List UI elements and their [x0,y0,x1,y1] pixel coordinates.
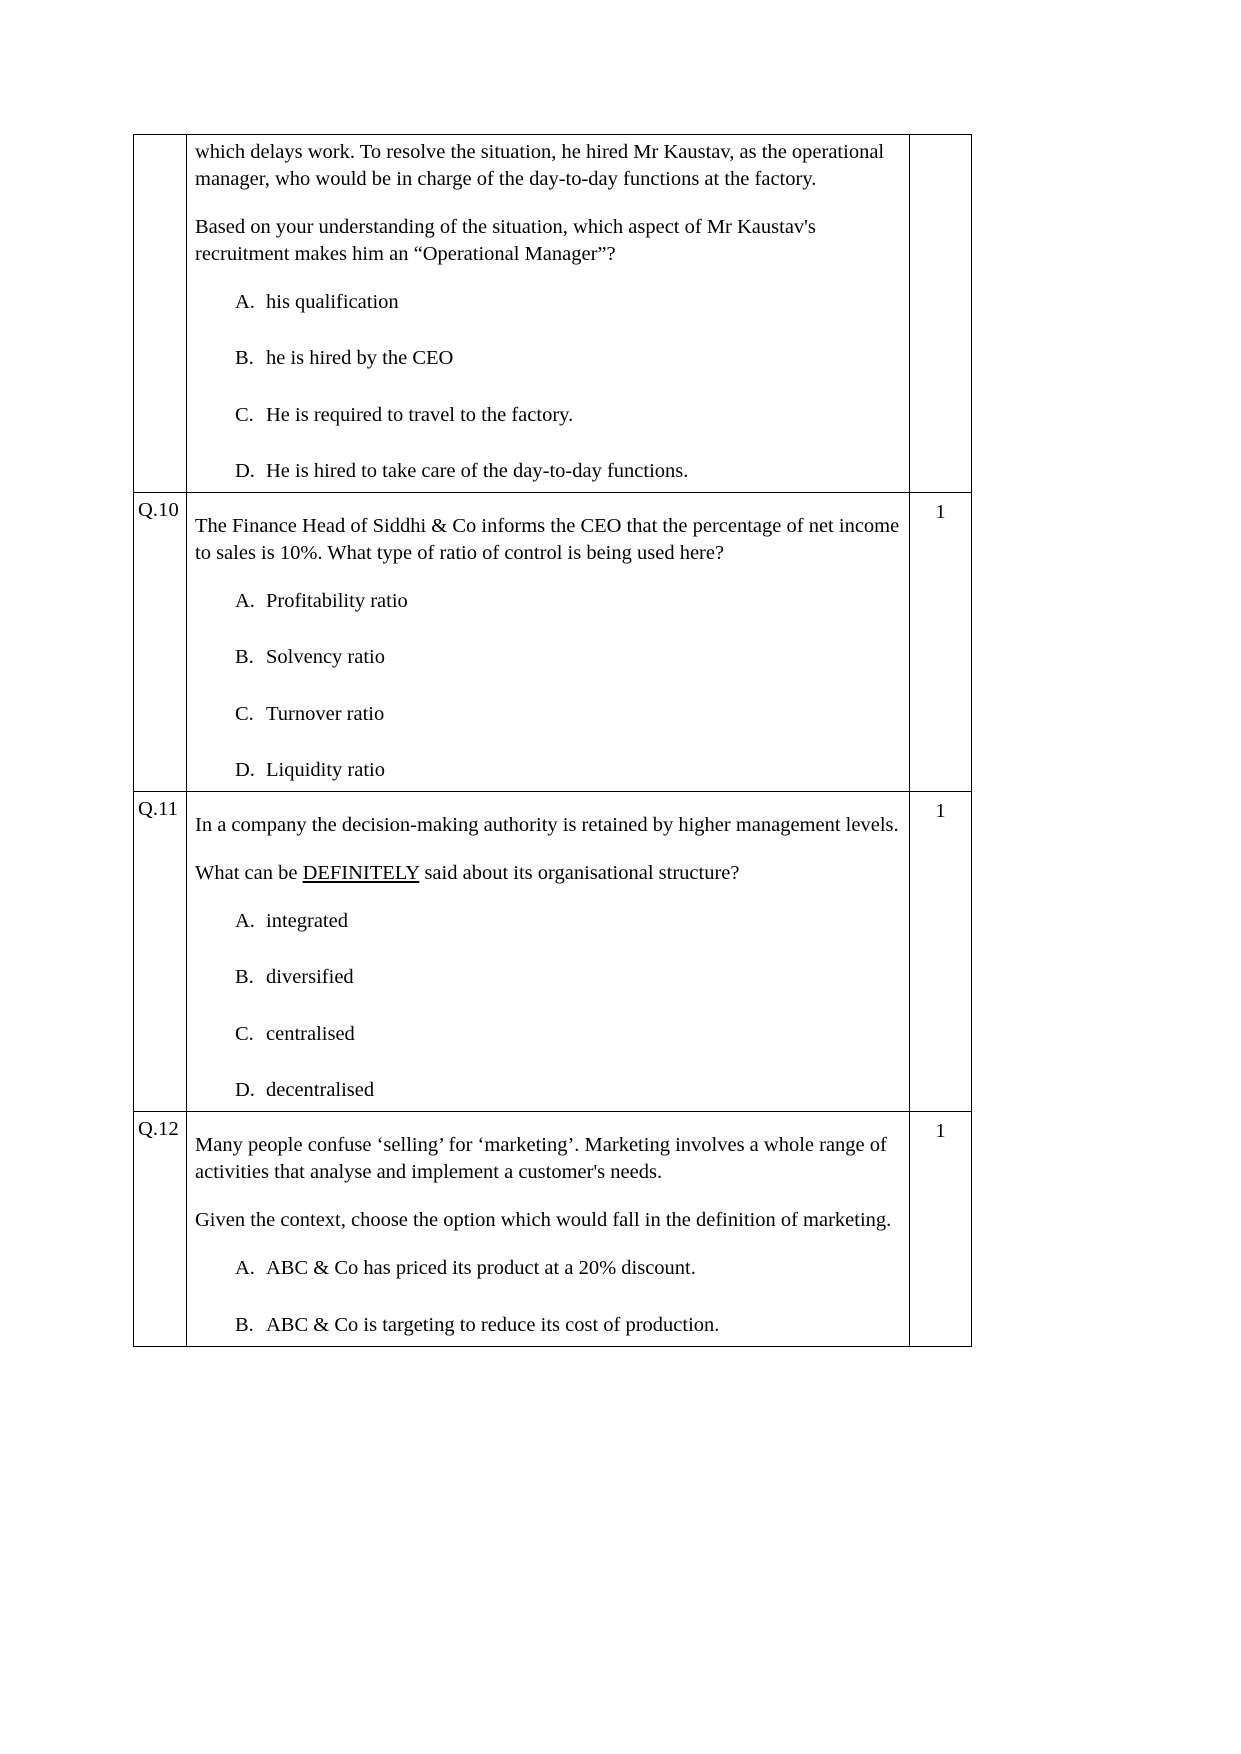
question-paragraph: The Finance Head of Siddhi & Co informs the CEO that the percentage of net income to sales is 10%. What type of ratio of control is being used here? [195,515,900,565]
option-text: decentralised [266,1078,375,1101]
option-label: D. [235,459,255,482]
list-item[interactable] [195,1312,903,1338]
question-number-cell [134,792,187,1112]
list-item[interactable] [195,458,903,484]
option-text: centralised [266,1022,355,1045]
option-text: ABC & Co is targeting to reduce its cost of production. [266,1313,720,1336]
marks-value [910,135,971,142]
option-label: A. [235,590,255,613]
option-text: He is hired to take care of the day-to-day functions. [266,459,689,482]
list-item[interactable] [195,644,903,670]
options-list [195,588,903,783]
option-label: C. [235,702,254,725]
question-paragraph: Many people confuse ‘selling’ for ‘marketing’. Marketing involves a whole range of activities that analyse and implement a customer's needs. [195,1134,887,1184]
option-label: D. [235,1078,255,1101]
option-text: He is required to travel to the factory. [266,403,574,426]
table-row [134,493,972,792]
list-item[interactable] [195,1255,903,1281]
question-number: Q.12 [138,1118,179,1141]
option-label: B. [235,966,254,989]
list-item[interactable] [195,1021,903,1047]
list-item[interactable] [195,345,903,371]
question-paragraph: Based on your understanding of the situation, which aspect of Mr Kaustav's recruitment makes him an “Operational Manager”? [195,216,816,266]
option-text: Liquidity ratio [266,758,385,781]
option-text: diversified [266,966,354,989]
list-item[interactable] [195,588,903,614]
question-body-cell [187,1112,910,1347]
question-body-cell [187,792,910,1112]
option-text: Solvency ratio [266,646,385,669]
option-label: D. [235,758,255,781]
question-number [134,135,186,140]
question-paragraph: Given the context, choose the option which would fall in the definition of marketing. [195,1209,892,1232]
option-text: ABC & Co has priced its product at a 20% discount. [266,1257,696,1280]
option-label: B. [235,646,254,669]
question-number-cell [134,1112,187,1347]
option-label: A. [235,291,255,314]
question-body-cell [187,493,910,792]
option-label: C. [235,403,254,426]
table-row [134,792,972,1112]
marks-value: 1 [935,1120,946,1143]
prompt-suffix: said about its organisational structure? [419,862,740,885]
list-item[interactable] [195,757,903,783]
marks-cell [910,1112,972,1347]
option-text: his qualification [266,291,399,314]
option-label: A. [235,1257,255,1280]
option-label: B. [235,347,254,370]
option-text: he is hired by the CEO [266,347,454,370]
option-label: C. [235,1022,254,1045]
option-label: B. [235,1313,254,1336]
list-item[interactable] [195,701,903,727]
marks-value: 1 [935,501,946,524]
question-number-cell [134,493,187,792]
option-text: Turnover ratio [266,702,385,725]
marks-value: 1 [935,800,946,823]
question-number-cell [134,135,187,493]
marks-cell [910,493,972,792]
options-list [195,1255,903,1337]
marks-cell [910,792,972,1112]
options-list [195,908,903,1103]
table-row [134,135,972,493]
question-prompt [195,860,903,887]
options-list [195,289,903,484]
marks-cell [910,135,972,493]
question-number: Q.11 [138,798,179,821]
option-text: integrated [266,910,348,933]
list-item[interactable] [195,402,903,428]
questions-table [133,134,972,1347]
option-text: Profitability ratio [266,590,408,613]
list-item[interactable] [195,964,903,990]
question-paragraph: In a company the decision-making authority is retained by higher management levels. [195,814,899,837]
list-item[interactable] [195,908,903,934]
question-paragraph: which delays work. To resolve the situation, he hired Mr Kaustav, as the operational manager, who would be in charge of the day-to-day functions at the factory. [195,141,885,191]
table-row [134,1112,972,1347]
prompt-prefix: What can be [195,862,303,885]
list-item[interactable] [195,289,903,315]
question-body-cell [187,135,910,493]
emphasis-definitely: DEFINITELY [302,862,420,885]
list-item[interactable] [195,1077,903,1103]
option-label: A. [235,910,255,933]
question-number: Q.10 [138,499,179,522]
